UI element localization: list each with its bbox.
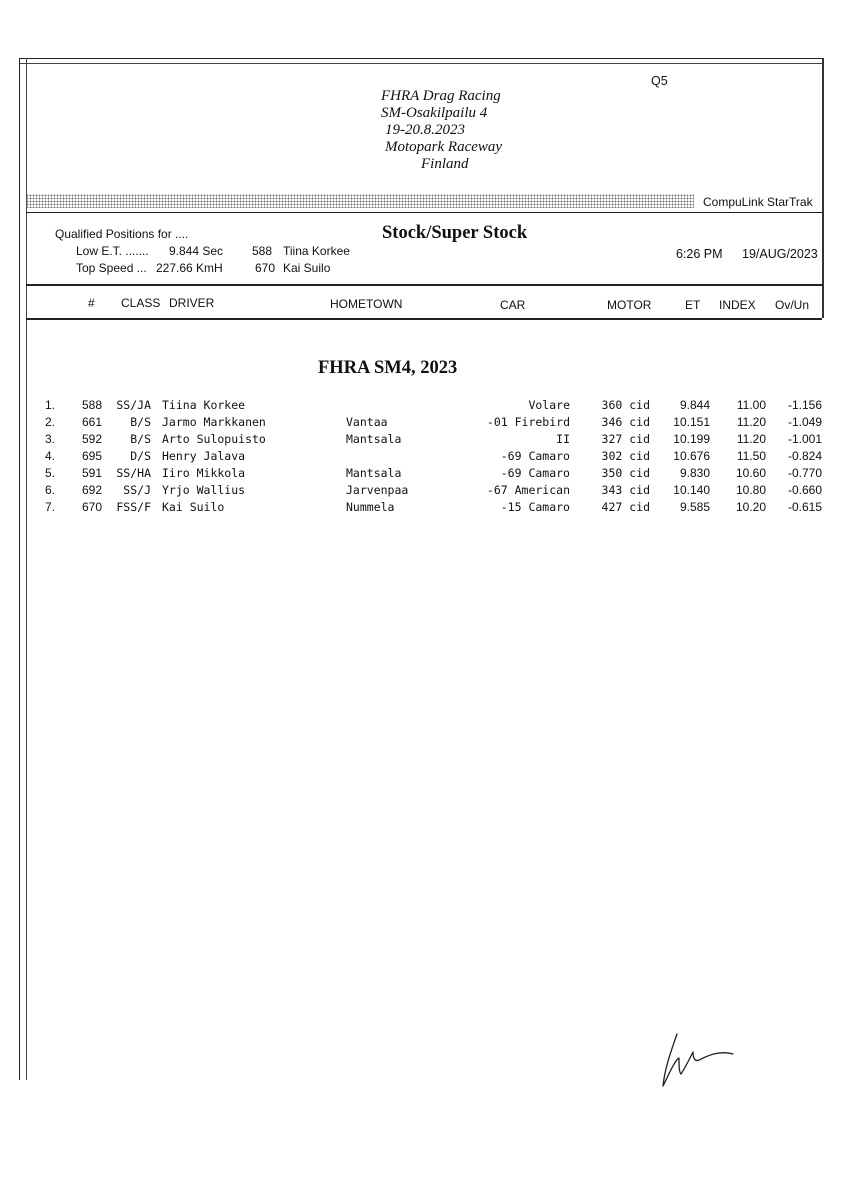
cell-class: D/S [130, 449, 151, 463]
cell-motor: 360 cid [601, 398, 650, 412]
cell-ovun: -0.660 [787, 483, 822, 497]
cell-class: B/S [130, 432, 151, 446]
cell-et: 10.199 [673, 432, 710, 446]
header-rule-top [26, 284, 822, 286]
cell-et: 10.151 [673, 415, 710, 429]
low-et-label: Low E.T. ....... [76, 244, 149, 258]
low-et-driver: Tiina Korkee [283, 244, 350, 258]
cell-car-number: 588 [81, 398, 102, 412]
cell-hometown: Mantsala [346, 432, 402, 446]
cell-motor: 350 cid [601, 466, 650, 480]
col-header-car: CAR [500, 298, 526, 312]
cell-car: -69 Camaro [500, 466, 570, 480]
top-speed-car: 670 [255, 261, 276, 275]
section-title: FHRA SM4, 2023 [318, 358, 458, 378]
cell-et: 10.676 [673, 449, 710, 463]
page-border-right [822, 58, 824, 318]
signature [655, 1030, 745, 1092]
cell-et: 9.830 [679, 466, 710, 480]
vendor-label: CompuLink StarTrak [703, 195, 813, 209]
cell-ovun: -0.770 [787, 466, 822, 480]
corner-code: Q5 [651, 74, 668, 88]
top-speed-label: Top Speed ... [76, 261, 147, 275]
cell-hometown: Vantaa [346, 415, 388, 429]
class-title: Stock/Super Stock [382, 223, 528, 243]
cell-class: B/S [130, 415, 151, 429]
cell-driver: Yrjo Wallius [162, 483, 246, 497]
cell-index: 11.20 [736, 415, 766, 429]
cell-car-number: 661 [81, 415, 102, 429]
col-header-et: ET [685, 298, 701, 312]
cell-hometown: Jarvenpaa [346, 483, 409, 497]
cell-driver: Tiina Korkee [162, 398, 246, 412]
col-header-num: # [88, 296, 95, 310]
cell-car: II [556, 432, 570, 446]
cell-position: 3. [45, 432, 56, 446]
page-border-top [19, 58, 824, 64]
cell-ovun: -0.615 [787, 500, 822, 514]
low-et-car: 588 [252, 244, 273, 258]
event-title: FHRA Drag Racing [381, 88, 501, 104]
dotted-band [26, 194, 694, 208]
cell-driver: Kai Suilo [162, 500, 225, 514]
header-rule-bottom [26, 318, 822, 320]
event-country: Finland [421, 156, 469, 172]
col-header-driver: DRIVER [169, 296, 215, 310]
event-venue: Motopark Raceway [385, 139, 503, 155]
cell-position: 1. [45, 398, 56, 412]
event-subtitle: SM-Osakilpailu 4 [381, 105, 488, 121]
col-header-ovun: Ov/Un [775, 298, 810, 312]
cell-driver: Jarmo Markkanen [162, 415, 266, 429]
cell-ovun: -1.049 [787, 415, 822, 429]
cell-car: -67 American [486, 483, 570, 497]
cell-motor: 302 cid [601, 449, 650, 463]
cell-car: -01 Firebird [486, 415, 570, 429]
top-speed-driver: Kai Suilo [283, 261, 331, 275]
col-header-motor: MOTOR [607, 298, 652, 312]
col-header-hometown: HOMETOWN [330, 297, 403, 311]
cell-et: 9.585 [679, 500, 710, 514]
report-date: 19/AUG/2023 [742, 247, 818, 261]
cell-index: 10.80 [735, 483, 766, 497]
cell-position: 4. [45, 449, 56, 463]
col-header-class: CLASS [121, 296, 161, 310]
cell-motor: 327 cid [601, 432, 650, 446]
col-header-index: INDEX [719, 298, 756, 312]
cell-position: 2. [45, 415, 56, 429]
cell-index: 10.60 [735, 466, 766, 480]
cell-class: FSS/F [116, 500, 151, 514]
cell-car-number: 591 [81, 466, 102, 480]
qualified-heading: Qualified Positions for .... [55, 227, 189, 241]
cell-et: 9.844 [679, 398, 710, 412]
cell-car: Volare [528, 398, 570, 412]
cell-position: 7. [45, 500, 56, 514]
cell-et: 10.140 [673, 483, 710, 497]
cell-index: 11.00 [736, 398, 766, 412]
event-dates: 19-20.8.2023 [385, 122, 465, 138]
cell-class: SS/HA [116, 466, 151, 480]
cell-hometown: Mantsala [346, 466, 402, 480]
cell-hometown: Nummela [346, 500, 395, 514]
cell-index: 10.20 [735, 500, 766, 514]
cell-position: 5. [45, 466, 56, 480]
cell-ovun: -0.824 [787, 449, 822, 463]
cell-index: 11.20 [736, 432, 766, 446]
separator-line [26, 212, 822, 213]
cell-motor: 427 cid [601, 500, 650, 514]
cell-class: SS/J [123, 483, 151, 497]
cell-ovun: -1.156 [787, 398, 822, 412]
cell-car-number: 592 [81, 432, 102, 446]
cell-car-number: 670 [81, 500, 102, 514]
cell-driver: Iiro Mikkola [162, 466, 246, 480]
cell-motor: 343 cid [601, 483, 650, 497]
cell-class: SS/JA [116, 398, 151, 412]
cell-car-number: 692 [81, 483, 102, 497]
cell-position: 6. [45, 483, 56, 497]
report-time: 6:26 PM [676, 247, 723, 261]
cell-car: -15 Camaro [500, 500, 570, 514]
cell-car-number: 695 [81, 449, 102, 463]
cell-car: -69 Camaro [500, 449, 570, 463]
cell-ovun: -1.001 [787, 432, 822, 446]
cell-driver: Henry Jalava [162, 449, 246, 463]
top-speed-value: 227.66 KmH [156, 261, 223, 275]
cell-motor: 346 cid [601, 415, 650, 429]
cell-index: 11.50 [736, 449, 766, 463]
low-et-value: 9.844 Sec [169, 244, 224, 258]
cell-driver: Arto Sulopuisto [162, 432, 266, 446]
